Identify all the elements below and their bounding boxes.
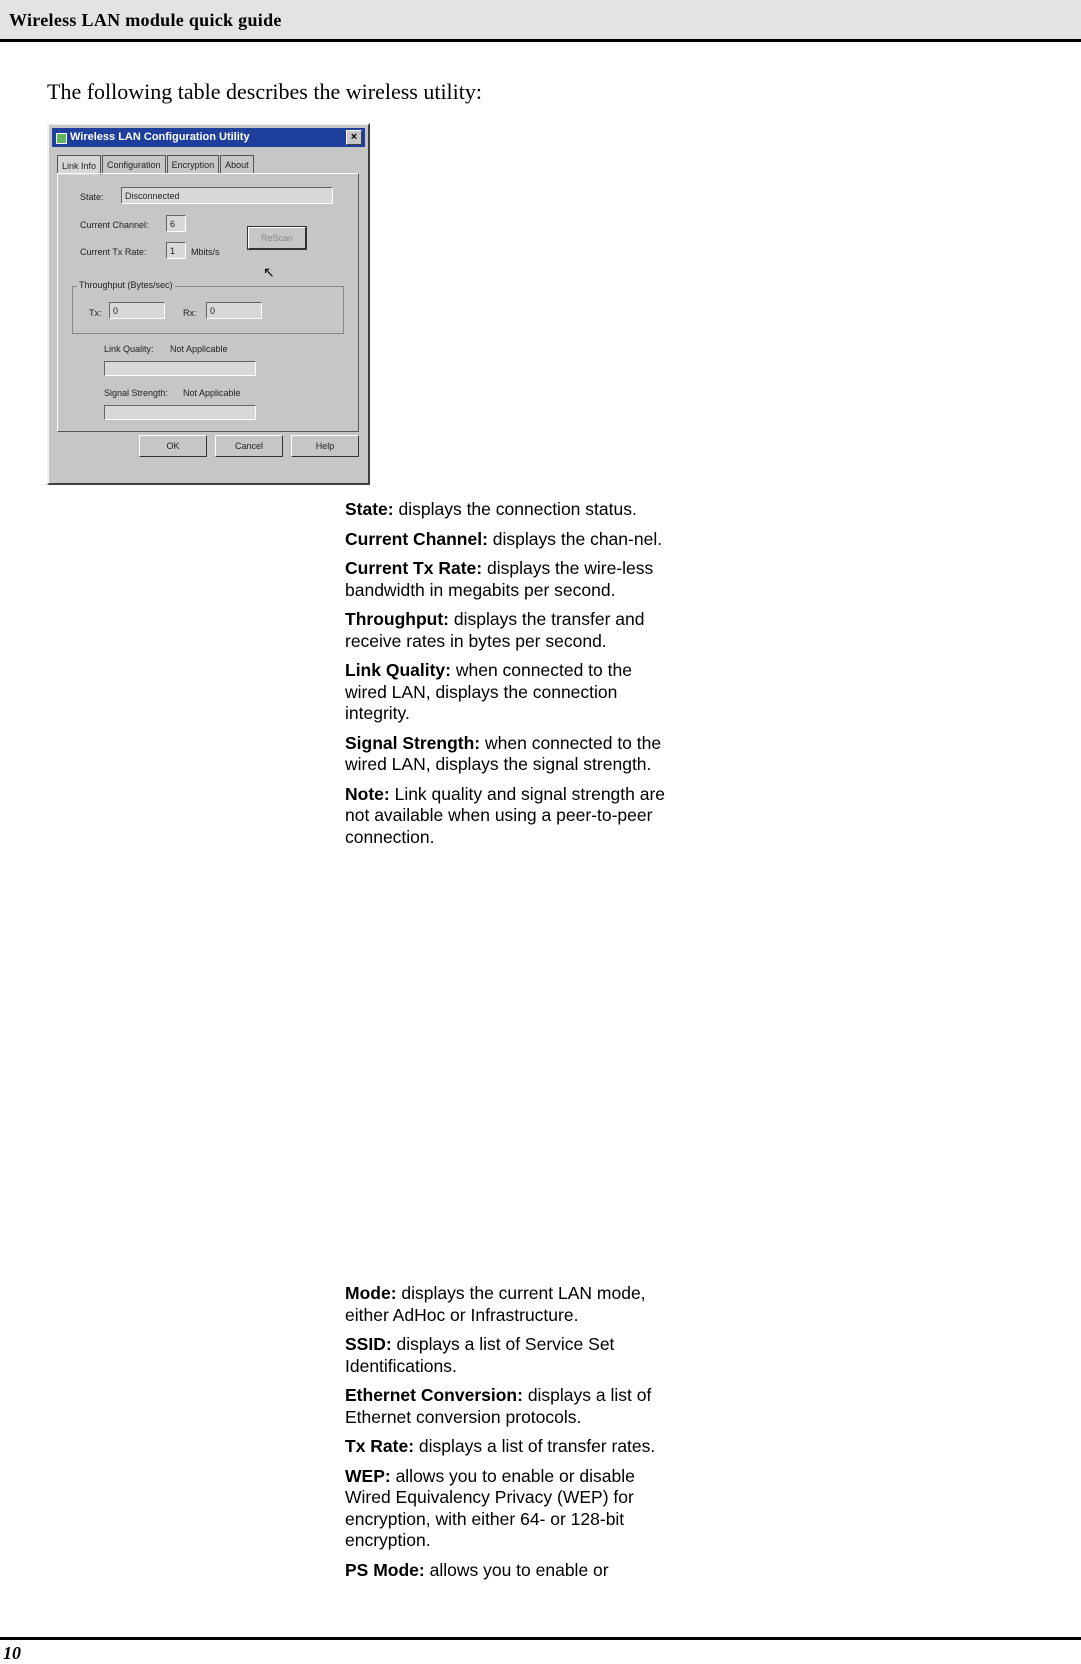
tab-about[interactable]: About [220, 155, 254, 174]
signal-value: Not Applicable [183, 388, 241, 398]
desc-ssid: SSID: displays a list of Service Set Identifications. [345, 1334, 615, 1376]
desc-ethernet-conversion: Ethernet Conversion: displays a list of Ethernet conversion protocols. [345, 1385, 652, 1427]
intro-text: The following table describes the wireless utility: [47, 79, 483, 104]
tx-label: Tx: [89, 308, 102, 318]
state-field: Disconnected [121, 187, 333, 204]
channel-label: Current Channel: [80, 220, 149, 230]
txrate-unit: Mbits/s [191, 247, 220, 257]
wireless-utility-screenshot [47, 123, 370, 485]
desc-ps-mode: PS Mode: allows you to enable or [345, 1559, 609, 1580]
rx-label: Rx: [183, 308, 197, 318]
footer-rule [0, 1637, 1081, 1640]
channel-field: 6 [166, 215, 186, 232]
txrate-label: Current Tx Rate: [80, 247, 147, 257]
dialog-title: Wireless LAN Configuration Utility [70, 131, 250, 143]
desc-link-quality: Link Quality: when connected to the wired LAN, displays the connection integrity. [345, 660, 632, 723]
configuration-descriptions [345, 1283, 675, 1589]
link-info-panel [57, 173, 359, 432]
state-label: State: [80, 192, 104, 202]
signal-bar [104, 405, 256, 420]
dialog-tabs [57, 155, 255, 175]
desc-current-channel: Current Channel: displays the chan-nel. [345, 528, 663, 549]
close-icon[interactable]: × [346, 130, 362, 145]
desc-tx-rate: Tx Rate: displays a list of transfer rates. [345, 1436, 656, 1456]
rx-field: 0 [206, 302, 262, 319]
cancel-button[interactable]: Cancel [215, 435, 283, 457]
link-quality-value: Not Applicable [170, 344, 228, 354]
header-title: Wireless LAN module quick guide [9, 10, 282, 30]
desc-state: State: displays the connection status. [345, 499, 637, 519]
app-icon [56, 133, 67, 144]
tab-configuration[interactable]: Configuration [102, 155, 166, 174]
tx-field: 0 [109, 302, 165, 319]
throughput-label: Throughput (Bytes/sec) [79, 280, 173, 290]
desc-wep: WEP: allows you to enable or disable Wired Equivalency Privacy (WEP) for encryption, with either 64- or 128-bit encryption. [345, 1465, 635, 1550]
desc-note: Note: Link quality and signal strength are not available when using a peer-to-peer connection. [345, 783, 666, 847]
desc-mode: Mode: displays the current LAN mode, either AdHoc or Infrastructure. [345, 1283, 646, 1325]
desc-throughput: Throughput: displays the transfer and receive rates in bytes per second. [345, 609, 645, 651]
txrate-field: 1 [166, 242, 186, 259]
page-header [0, 0, 1081, 42]
link-quality-label: Link Quality: [104, 344, 154, 354]
throughput-group [72, 280, 344, 334]
page-number: 10 [3, 1643, 21, 1663]
tab-encryption[interactable]: Encryption [167, 155, 220, 174]
tab-link-info[interactable]: Link Info [57, 155, 101, 175]
signal-label: Signal Strength: [104, 388, 169, 398]
ok-button[interactable]: OK [139, 435, 207, 457]
link-quality-bar [104, 361, 256, 376]
rescan-button[interactable]: ReScan [248, 227, 306, 249]
help-button[interactable]: Help [291, 435, 359, 457]
link-info-descriptions [345, 499, 675, 856]
desc-signal-strength: Signal Strength: when connected to the wired LAN, displays the signal strength. [345, 732, 662, 774]
mouse-pointer-icon: ↖ [263, 264, 275, 280]
dialog-titlebar [52, 128, 365, 147]
desc-current-tx-rate: Current Tx Rate: displays the wire-less bandwidth in megabits per second. [345, 558, 654, 600]
